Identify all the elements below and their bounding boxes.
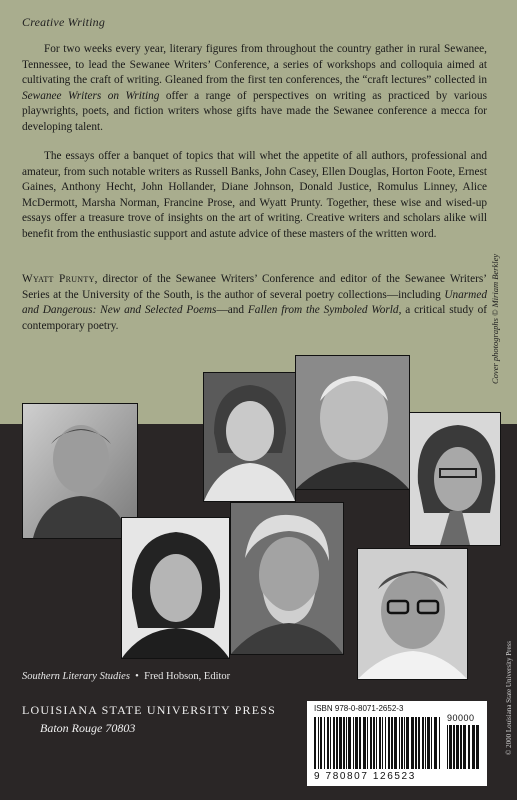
- author-photo-5: [121, 517, 230, 659]
- series-editor: Fred Hobson, Editor: [144, 671, 231, 682]
- description-paragraph-2: The essays offer a banquet of topics that will whet the appetite of all authors, professional and amateur, from such notable writers as Russell Banks, John Casey, Ellen Douglas, Horton Foote, Ernest Gaines, Anthony Hecht, John Hollander, Diane Johnson, Donald Justice, Romulus Linney, Alice McDermott, Marsha Norman, Francine Prose, and Wyatt Prunty. Together, these wise and wised-up essays offer a treasure trove of insights on the art of writing. Creative writers and scholars alike will benefit from the enthusiastic support and astute advice of these masters of the written word.: [22, 150, 487, 240]
- author-photo-4: [409, 412, 501, 546]
- bio-text-c: , a critical study of contemporary poetry.: [22, 304, 487, 332]
- bio-title-2: Fallen from the Symboled World: [247, 304, 399, 317]
- isbn-label: ISBN 978-0-8071-2652-3: [314, 704, 404, 713]
- category-label: Creative Writing: [22, 15, 106, 29]
- author-photo-7: [357, 548, 468, 680]
- series-bullet: •: [135, 671, 139, 682]
- portrait-woman-2-icon: [410, 413, 500, 545]
- portrait-man-3-icon: [231, 503, 343, 654]
- author-photo-6: [230, 502, 344, 655]
- portrait-man-2-icon: [296, 356, 409, 489]
- portrait-woman-3-icon: [122, 518, 229, 658]
- p1-text-b: offer a range of perspectives on writing as practiced by various playwrights, poets, and fiction writers whose gifts have made the Sewanee conference a mecca for developing talent.: [22, 89, 487, 133]
- bio-text-b: —and: [216, 304, 248, 317]
- series-name: Southern Literary Studies: [22, 671, 130, 682]
- barcode-addon-icon: [447, 725, 480, 769]
- portrait-woman-1-icon: [204, 373, 295, 501]
- ean-digits: 9 780807 126523: [314, 771, 416, 782]
- barcode-panel: [307, 701, 487, 786]
- price-code: 90000: [447, 713, 475, 723]
- barcode-main-icon: [314, 717, 440, 769]
- author-photo-2: [203, 372, 296, 502]
- author-bio: [22, 272, 487, 334]
- author-name: Wyatt Prunty: [22, 273, 95, 285]
- series-line: [22, 671, 230, 682]
- author-photo-3: [295, 355, 410, 490]
- description-paragraph-1: [22, 42, 487, 136]
- portrait-man-4-icon: [358, 549, 467, 679]
- portrait-man-1-icon: [23, 404, 137, 538]
- p1-text-a: For two weeks every year, literary figures from throughout the country gather in rural Sewanee, Tennessee, to lead the Sewanee Writers’ Conference, a series of workshops and colloquia aimed at cultivating the craft of writing. Gleaned from the first ten conferences, the “craft lectures” collected in: [22, 43, 487, 87]
- copyright-notice: © 2000 Louisiana State University Press: [505, 641, 513, 755]
- photo-credit: Cover photographs © Miriam Berkley: [490, 253, 500, 384]
- bio-text-a: , director of the Sewanee Writers’ Conference and editor of the Sewanee Writers’ Series at the University of the South, is the author of several poetry collections—including: [22, 273, 488, 301]
- book-title: Sewanee Writers on Writing: [22, 89, 160, 102]
- bio-title-1: Unarmed and Dangerous: New and Selected Poems: [22, 288, 487, 317]
- publisher-name: LOUISIANA STATE UNIVERSITY PRESS: [22, 703, 277, 717]
- publisher-city: Baton Rouge 70803: [40, 721, 136, 735]
